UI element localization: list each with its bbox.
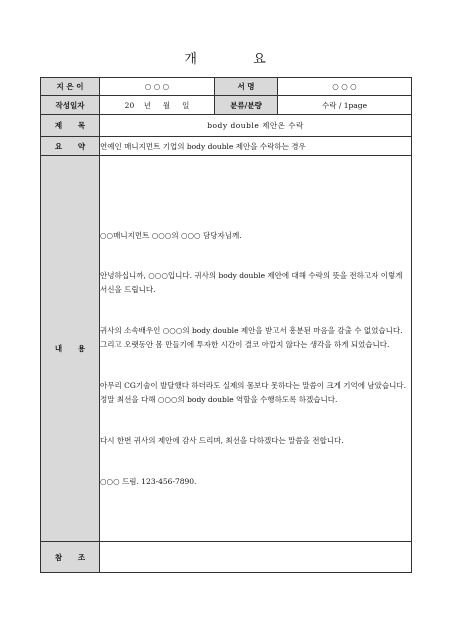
date-label: 작성일자 <box>41 96 100 115</box>
content-label: 내 용 <box>41 156 100 542</box>
author-value: ○ ○ ○ <box>100 78 215 96</box>
date-value: 20 년 월 일 <box>100 96 215 115</box>
author-row <box>41 78 412 96</box>
reference-value <box>100 542 412 573</box>
category-value: 수락 / 1page <box>278 96 412 115</box>
summary-value: 연예인 매니지먼트 기업의 body double 제안을 수락하는 경우 <box>100 137 412 156</box>
reference-row <box>41 542 412 573</box>
document-title: 개 요 <box>184 52 292 67</box>
content-paragraph: 아무리 CG기술이 발달했다 하더라도 실제의 몸보다 못하다는 말씀이 크게 기억에 남았습니다. 정말 최선을 다해 ○○○의 body double 역할을 수행하도록 하겠습니다. <box>100 381 407 404</box>
content-row <box>41 156 412 542</box>
category-label: 분류/분량 <box>215 96 278 115</box>
date-row <box>41 96 412 115</box>
content-paragraph: ○○매니지먼트 ○○○의 ○○○ 담당자님께. <box>100 230 242 240</box>
subject-label: 제 목 <box>41 115 100 137</box>
signature-label: 서 명 <box>215 78 278 96</box>
content-paragraph: 귀사의 소속배우인 ○○○의 body double 제안을 받고서 흥분된 마음을 감출 수 없었습니다. 그리고 오랫동안 몸 만들기에 투자한 시간이 결코 아깝지 않다는 생각을 하게 되었습니다. <box>100 326 403 349</box>
content-body <box>100 156 412 542</box>
reference-label: 참 조 <box>41 542 100 573</box>
content-paragraph: 안녕하십니까, ○○○입니다. 귀사의 body double 제안에 대해 수락의 뜻을 전하고자 이렇게 서신을 드립니다. <box>100 271 403 294</box>
content-paragraph: 다시 한번 귀사의 제안에 감사 드리며, 최선을 다하겠다는 말씀을 전합니다. <box>100 436 344 446</box>
author-label: 지 은 이 <box>41 78 100 96</box>
summary-row <box>41 137 412 156</box>
summary-label: 요 약 <box>41 137 100 156</box>
summary-form-table <box>40 77 412 573</box>
signature-value: ○ ○ ○ <box>278 78 412 96</box>
subject-value: body double 제안온 수락 <box>100 115 412 137</box>
subject-row <box>41 115 412 137</box>
content-paragraph: ○○○ 드림. 123-456-7890. <box>100 476 197 486</box>
